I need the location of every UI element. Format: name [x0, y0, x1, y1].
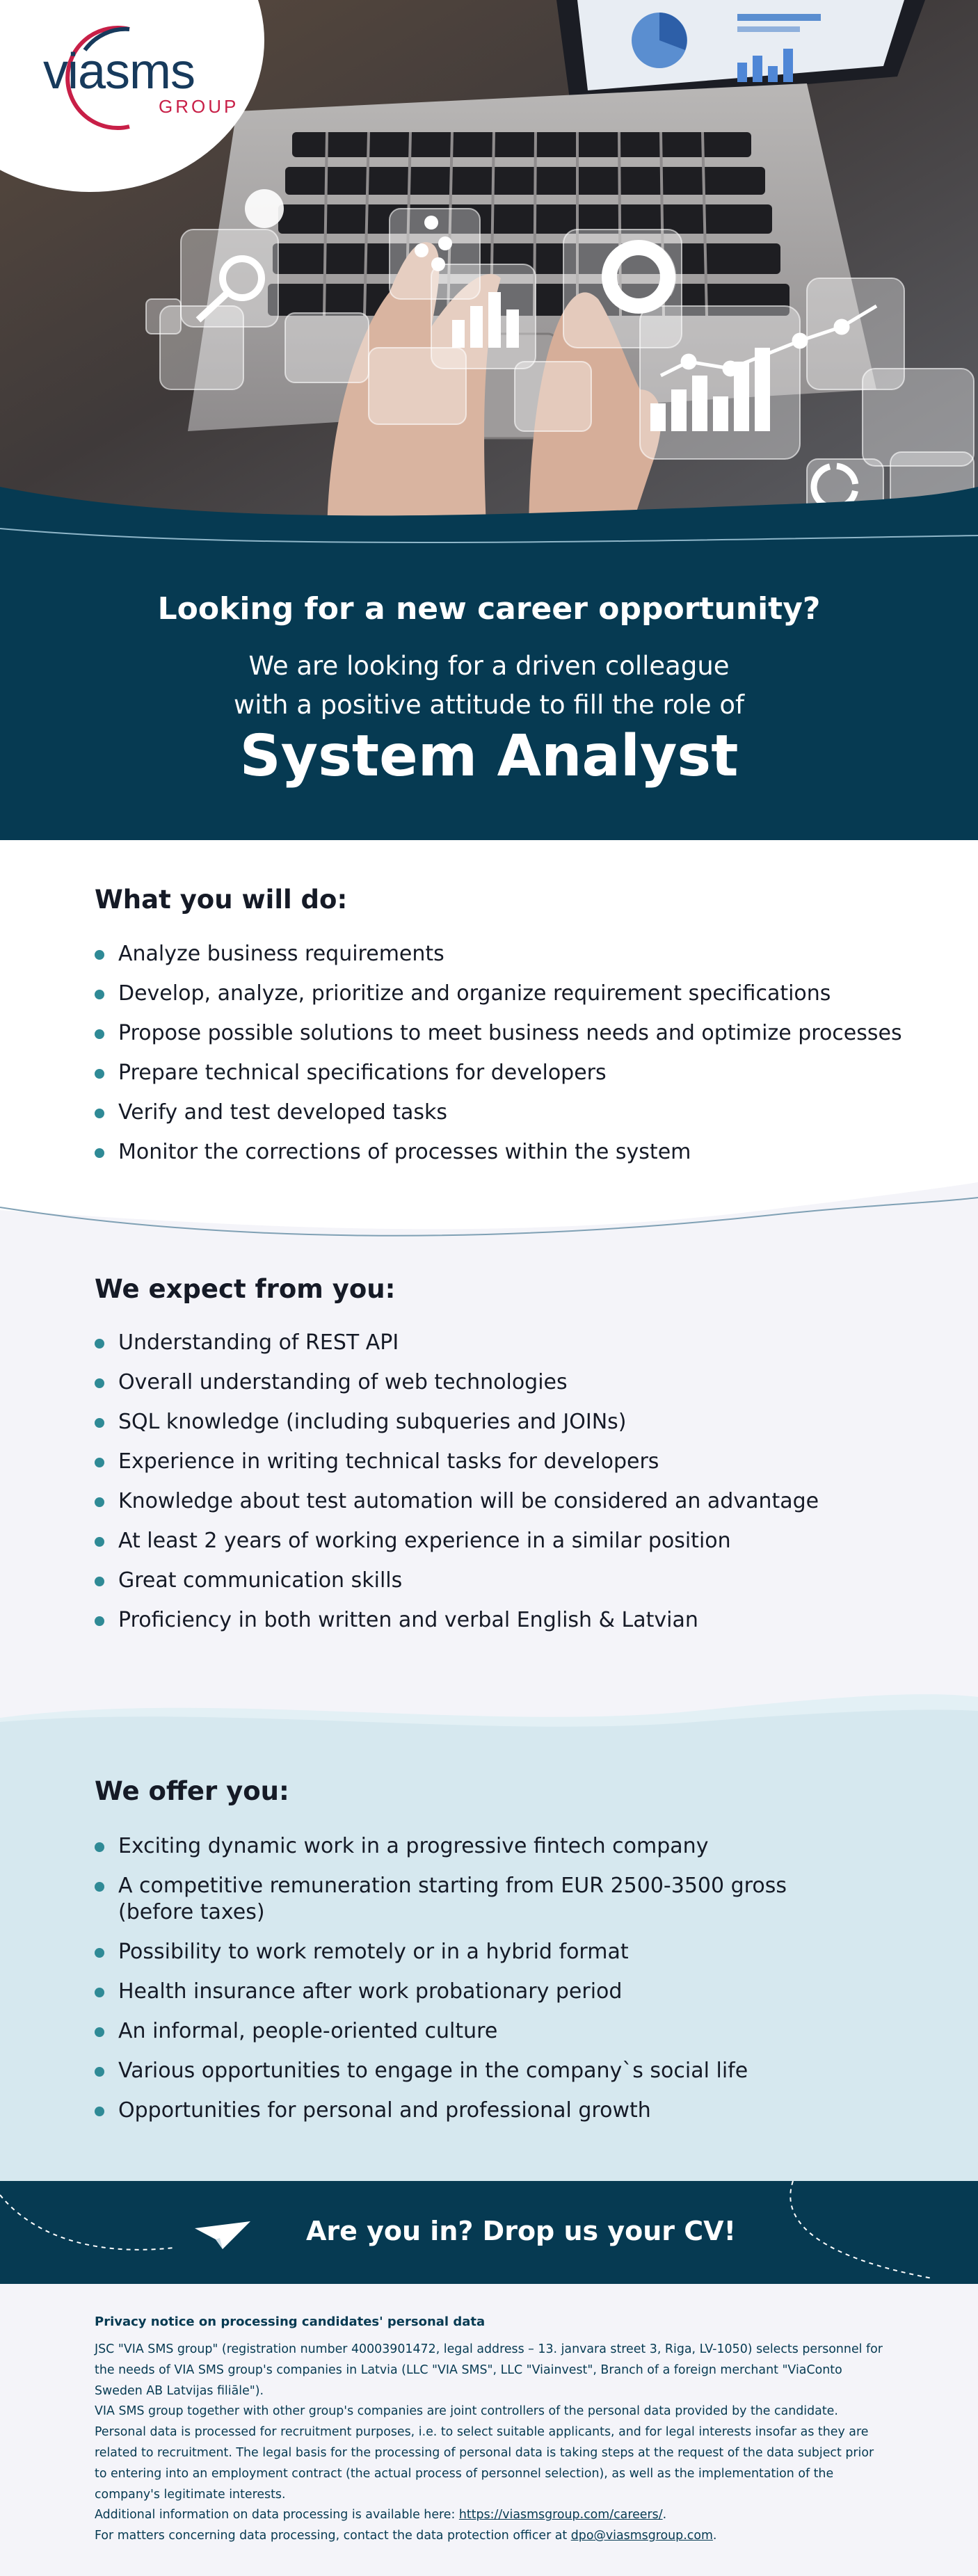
list-item: Exciting dynamic work in a progressive fintech company	[95, 1833, 787, 1860]
list-item: Prepare technical specifications for developers	[95, 1060, 902, 1086]
list-item: Understanding of REST API	[95, 1330, 819, 1356]
list-item: Opportunities for personal and professional growth	[95, 2098, 787, 2124]
list-we-offer	[95, 1833, 787, 2137]
privacy-notice	[0, 2284, 978, 2576]
dpo-email-link[interactable]: dpo@viasmsgroup.com	[570, 2529, 713, 2543]
bullet-icon	[95, 1577, 104, 1586]
list-item: Develop, analyze, prioritize and organize requirement specifications	[95, 981, 902, 1007]
list-item: Experience in writing technical tasks for developers	[95, 1449, 819, 1475]
list-item: Monitor the corrections of processes within the system	[95, 1139, 902, 1166]
privacy-paragraph-controller: JSC "VIA SMS group" (registration number 40003901472, legal address – 13. janvara street 3, Riga, LV-1050) selects personnel for the needs of VIA SMS group's companies in Latvia (LLC "VIA SMS", LLC "Viainvest", Branch of a foreign merchant "ViaConto Sweden AB Latvijas filiāle").	[95, 2342, 883, 2398]
bullet-icon	[95, 990, 104, 999]
bullet-icon	[95, 950, 104, 960]
bullet-icon	[95, 2067, 104, 2077]
list-item: Possibility to work remotely or in a hybrid format	[95, 1939, 787, 1965]
hero-subtitle	[0, 647, 978, 725]
list-we-expect	[95, 1330, 819, 1647]
bullet-icon	[95, 2107, 104, 2116]
list-item: At least 2 years of working experience in a similar position	[95, 1528, 819, 1554]
logo-group-label: GROUP	[159, 96, 239, 117]
list-item: SQL knowledge (including subqueries and JOINs)	[95, 1409, 819, 1435]
list-item: Overall understanding of web technologies	[95, 1369, 819, 1396]
privacy-paragraph-contact: For matters concerning data processing, contact the data protection officer at dpo@viasmsgroup.com.	[95, 2529, 717, 2543]
bullet-icon	[95, 1418, 104, 1428]
privacy-paragraph-info: Additional information on data processing is available here: https://viasmsgroup.com/careers/.	[95, 2508, 667, 2522]
hero-question: Looking for a new career opportunity?	[157, 591, 821, 627]
privacy-body	[95, 2340, 888, 2547]
privacy-title: Privacy notice on processing candidates' personal data	[95, 2315, 486, 2329]
privacy-paragraph-processing: VIA SMS group together with other group's companies are joint controllers of the personal data provided by the candidate. Personal data is processed for recruitment purposes, i.e. to select suitable applicants, and for legal interests insofar as they are related to recruitment. The legal basis for the processing of personal data is taking steps at the request of the data subject prior to entering into an employment contract (the actual process of personnel selection), as well as the implementation of the company's legitimate interests.	[95, 2404, 874, 2502]
hero-subtitle-line-2: with a positive attitude to fill the role of	[233, 690, 745, 720]
bullet-icon	[95, 1882, 104, 1892]
bullet-icon	[95, 1497, 104, 1507]
bullet-icon	[95, 1378, 104, 1388]
list-item: Various opportunities to engage in the company`s social life	[95, 2058, 787, 2084]
viasms-group-logo[interactable]	[25, 22, 239, 120]
hero-banner	[0, 0, 978, 549]
bullet-icon	[95, 1109, 104, 1118]
list-item: Verify and test developed tasks	[95, 1100, 902, 1126]
list-item: Proficiency in both written and verbal English & Latvian	[95, 1607, 819, 1634]
list-item: Knowledge about test automation will be considered an advantage	[95, 1488, 819, 1515]
list-item: A competitive remuneration starting from EUR 2500-3500 gross (before taxes)	[95, 1873, 787, 1926]
bullet-icon	[95, 1148, 104, 1158]
section-title-what-you-will-do: What you will do:	[95, 885, 348, 915]
bullet-icon	[95, 1842, 104, 1852]
careers-link[interactable]: https://viasmsgroup.com/careers/	[458, 2508, 663, 2522]
bullet-icon	[95, 1069, 104, 1079]
bullet-icon	[95, 1616, 104, 1626]
logo-wordmark: viasms	[43, 44, 195, 99]
bullet-icon	[95, 1029, 104, 1039]
list-item: Analyze business requirements	[95, 941, 902, 967]
bullet-icon	[95, 1537, 104, 1547]
section-title-we-offer: We offer you:	[95, 1776, 289, 1806]
cta-text[interactable]: Are you in? Drop us your CV!	[306, 2216, 736, 2246]
list-item: Great communication skills	[95, 1568, 819, 1594]
cta-banner[interactable]	[0, 2181, 978, 2284]
bullet-icon	[95, 2027, 104, 2037]
hero-subtitle-line-1: We are looking for a driven colleague	[248, 651, 730, 681]
paper-plane-icon	[195, 2221, 250, 2249]
section-title-we-expect: We expect from you:	[95, 1274, 396, 1304]
bullet-icon	[95, 1458, 104, 1467]
list-item: Health insurance after work probationary period	[95, 1979, 787, 2005]
list-what-you-will-do	[95, 941, 902, 1179]
bullet-icon	[95, 1948, 104, 1958]
bullet-icon	[95, 1988, 104, 1997]
list-item: Propose possible solutions to meet business needs and optimize processes	[95, 1020, 902, 1047]
job-role-title: System Analyst	[239, 723, 739, 789]
list-item: An informal, people-oriented culture	[95, 2018, 787, 2045]
bullet-icon	[95, 1339, 104, 1349]
